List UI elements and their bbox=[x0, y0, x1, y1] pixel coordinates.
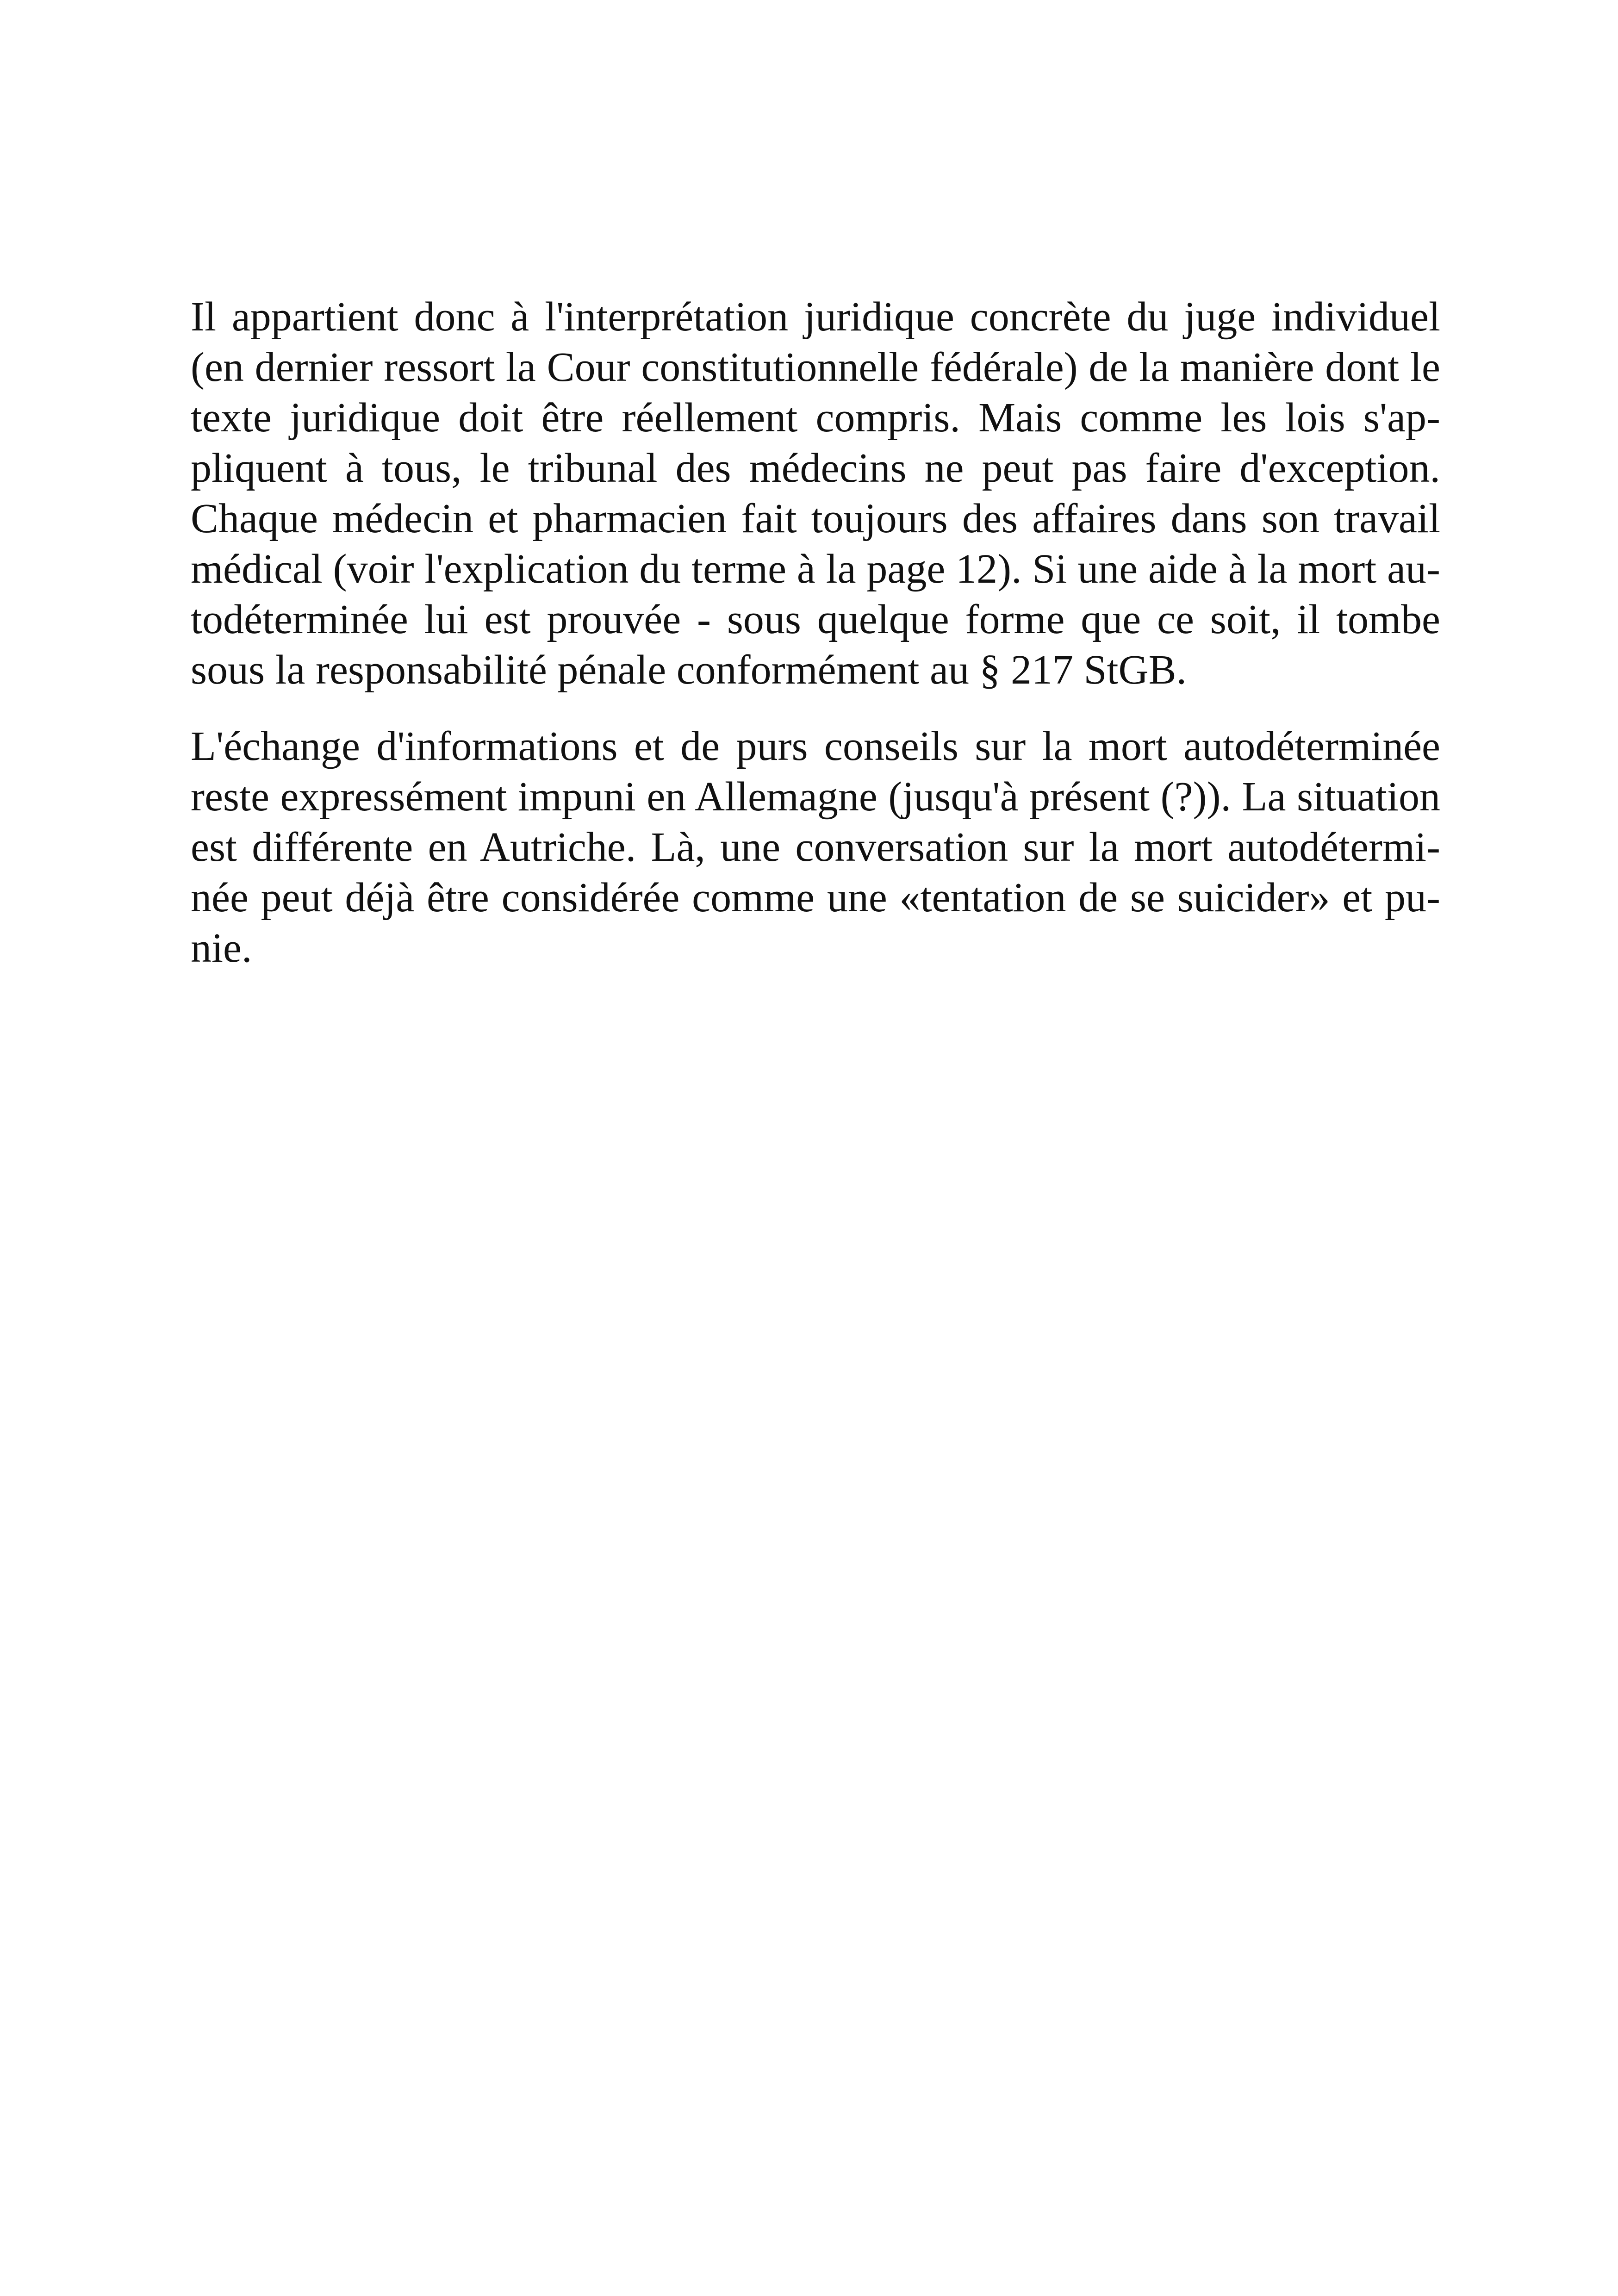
text-line: reste expressément impuni en Allemagne (jusqu'à présent (?)). La situation bbox=[191, 774, 1440, 820]
text-line: texte juridique doit être réellement compris. Mais comme les lois s'ap- bbox=[191, 395, 1440, 441]
text-line: médical (voir l'explication du terme à la page 12). Si une aide à la mort au- bbox=[191, 546, 1440, 592]
text-line: pliquent à tous, le tribunal des médecins ne peut pas faire d'exception. bbox=[191, 445, 1440, 491]
body-text bbox=[191, 292, 1440, 973]
text-line: Chaque médecin et pharmacien fait toujours des affaires dans son travail bbox=[191, 496, 1440, 541]
text-line: est différente en Autriche. Là, une conversation sur la mort autodétermi- bbox=[191, 824, 1440, 870]
text-line: todéterminée lui est prouvée - sous quelque forme que ce soit, il tombe bbox=[191, 597, 1440, 642]
text-line: (en dernier ressort la Cour constitutionnelle fédérale) de la manière dont le bbox=[191, 344, 1440, 390]
text-line: nie. bbox=[191, 925, 252, 971]
text-line: sous la responsabilité pénale conformément au § 217 StGB. bbox=[191, 647, 1187, 693]
paragraph-1 bbox=[191, 292, 1440, 695]
text-line: Il appartient donc à l'interprétation juridique concrète du juge individuel bbox=[191, 294, 1440, 340]
text-line: L'échange d'informations et de purs conseils sur la mort autodéterminée bbox=[191, 723, 1440, 769]
paragraph-2 bbox=[191, 721, 1440, 973]
text-line: née peut déjà être considérée comme une «tentation de se suicider» et pu- bbox=[191, 875, 1440, 921]
